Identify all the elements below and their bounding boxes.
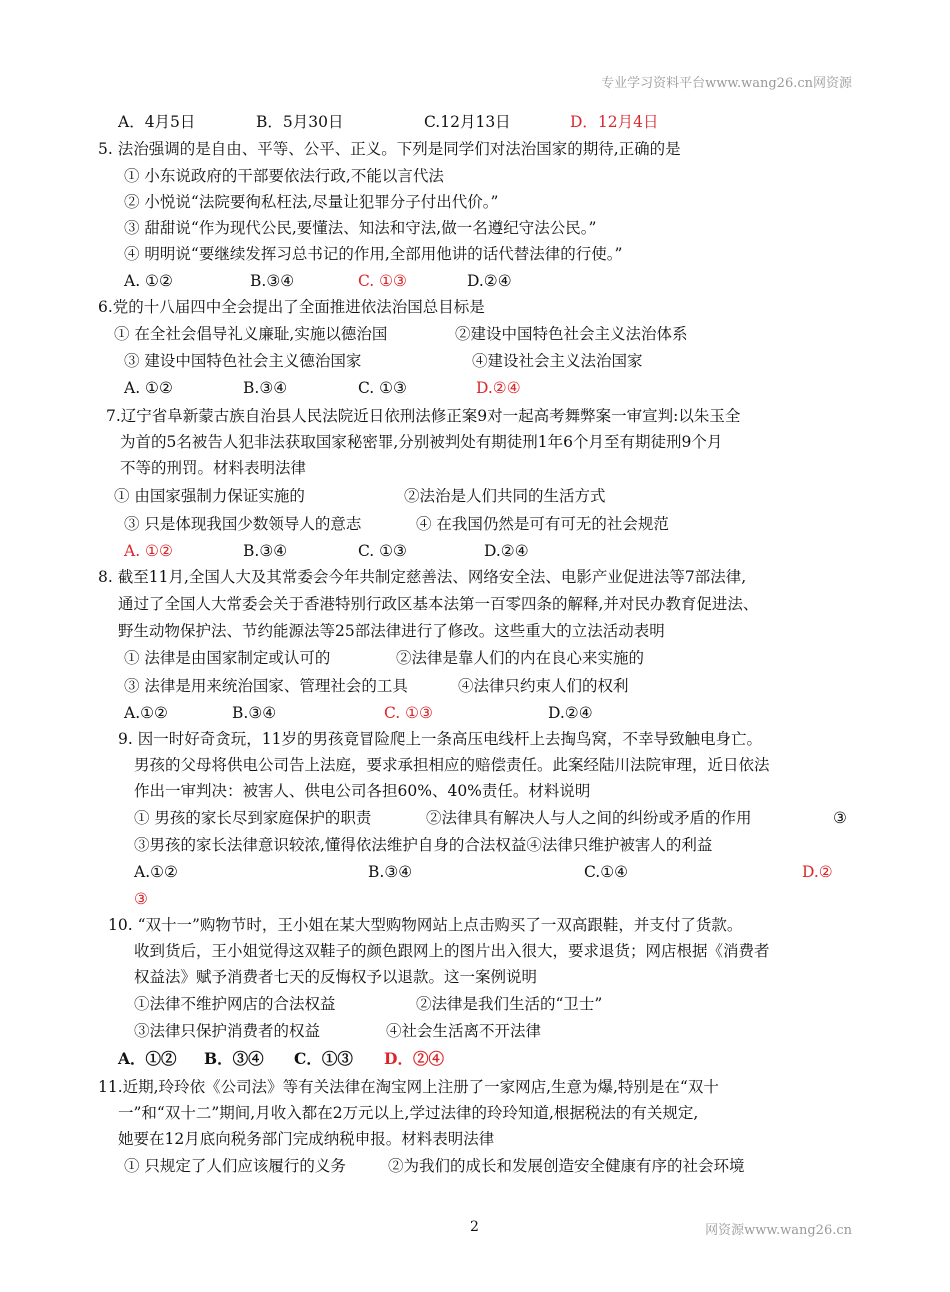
q4-option-d-answer: D．12月4日 bbox=[570, 113, 659, 131]
page-footer: 网资源www.wang26.cn bbox=[705, 1223, 852, 1238]
q9-option-d-answer-cont: ③ bbox=[134, 890, 148, 908]
q7-option-b: B.③④ bbox=[243, 542, 288, 560]
q5-option-a: A. ①② bbox=[124, 272, 173, 290]
page-header: 专业学习资料平台www.wang26.cn网资源 bbox=[601, 76, 852, 91]
q9-stem-line-1: 9. 因一时好奇贪玩，11岁的男孩竟冒险爬上一条高压电线杆上去掏鸟窝，不幸导致触电身亡。 bbox=[118, 730, 762, 748]
q9-item-3-marker: ③ bbox=[833, 809, 847, 827]
q9-option-c: C.①④ bbox=[584, 863, 629, 881]
q8-stem-line-3: 野生动物保护法、节约能源法等25部法律进行了修改。这些重大的立法活动表明 bbox=[118, 622, 665, 640]
q11-item-1: ① 只规定了人们应该履行的义务 bbox=[124, 1157, 346, 1175]
q7-option-a-answer: A. ①② bbox=[124, 542, 173, 560]
q10-item-2: ②法律是我们生活的“卫士” bbox=[416, 995, 603, 1013]
q10-stem-line-3: 权益法》赋予消费者七天的反悔权予以退款。这一案例说明 bbox=[134, 968, 538, 986]
q8-item-1: ① 法律是由国家制定或认可的 bbox=[124, 649, 331, 667]
q10-item-4: ④社会生活离不开法律 bbox=[386, 1022, 542, 1040]
q10-option-a: A．①② bbox=[118, 1049, 177, 1068]
page-number: 2 bbox=[470, 1219, 479, 1235]
q6-item-4: ④建设社会主义法治国家 bbox=[472, 352, 643, 370]
q6-option-c: C. ①③ bbox=[358, 379, 407, 397]
q6-item-3: ③ 建设中国特色社会主义德治国家 bbox=[124, 352, 362, 370]
q5-item-3: ③ 甜甜说“作为现代公民,要懂法、知法和守法,做一名遵纪守法公民。” bbox=[124, 219, 597, 237]
q10-option-d-answer: D．②④ bbox=[384, 1049, 444, 1068]
q8-stem-line-1: 8. 截至11月,全国人大及其常委会今年共制定慈善法、网络安全法、电影产业促进法等7部法律, bbox=[98, 568, 747, 586]
q11-stem-line-3: 她要在12月底向税务部门完成纳税申报。材料表明法律 bbox=[118, 1130, 495, 1148]
q8-item-3: ③ 法律是用来统治国家、管理社会的工具 bbox=[124, 677, 408, 695]
q5-option-c-answer: C. ①③ bbox=[358, 272, 407, 290]
q9-item-3-4: ③男孩的家长法律意识较浓,懂得依法维护自身的合法权益④法律只维护被害人的利益 bbox=[134, 836, 713, 854]
q9-item-2: ②法律具有解决人与人之间的纠纷或矛盾的作用 bbox=[426, 809, 752, 827]
q6-item-1: ① 在全社会倡导礼义廉耻,实施以德治国 bbox=[114, 325, 388, 343]
q7-stem-line-3: 不等的刑罚。材料表明法律 bbox=[120, 459, 307, 477]
q9-option-a: A.①② bbox=[134, 863, 178, 881]
q8-item-4: ④法律只约束人们的权利 bbox=[458, 677, 629, 695]
q6-option-a: A. ①② bbox=[124, 379, 173, 397]
q6-option-b: B.③④ bbox=[243, 379, 288, 397]
q8-option-c-answer: C. ①③ bbox=[384, 704, 433, 722]
q11-stem-line-2: 一”和“双十二”期间,月收入都在2万元以上,学过法律的玲玲知道,根据税法的有关规定, bbox=[118, 1104, 699, 1122]
q6-option-d-answer: D.②④ bbox=[476, 379, 521, 397]
q7-stem-line-2: 为首的5名被告人犯非法获取国家秘密罪,分别被判处有期徒刑1年6个月至有期徒刑9个月 bbox=[120, 433, 723, 451]
q7-option-c: C. ①③ bbox=[358, 542, 407, 560]
q9-option-b: B.③④ bbox=[368, 863, 413, 881]
q7-item-4: ④ 在我国仍然是可有可无的社会规范 bbox=[416, 515, 669, 533]
q10-stem-line-2: 收到货后，王小姐觉得这双鞋子的颜色跟网上的图片出入很大，要求退货；网店根据《消费者 bbox=[134, 942, 770, 960]
q5-option-b: B.③④ bbox=[250, 272, 295, 290]
q7-item-1: ① 由国家强制力保证实施的 bbox=[114, 487, 305, 505]
q4-option-c: C.12月13日 bbox=[424, 113, 511, 131]
q10-item-3: ③法律只保护消费者的权益 bbox=[134, 1022, 321, 1040]
q7-item-3: ③ 只是体现我国少数领导人的意志 bbox=[124, 515, 362, 533]
q6-stem: 6.党的十八届四中全会提出了全面推进依法治国总目标是 bbox=[98, 298, 485, 316]
q5-option-d: D.②④ bbox=[467, 272, 512, 290]
q10-stem-line-1: 10. “双十一”购物节时，王小姐在某大型购物网站上点击购买了一双高跟鞋，并支付了货款。 bbox=[108, 916, 743, 934]
q9-item-1: ① 男孩的家长尽到家庭保护的职责 bbox=[134, 809, 372, 827]
q4-option-b: B．5月30日 bbox=[256, 113, 344, 131]
q11-stem-line-1: 11.近期,玲玲依《公司法》等有关法律在淘宝网上注册了一家网店,生意为爆,特别是在“双十 bbox=[98, 1078, 719, 1096]
q8-option-b: B.③④ bbox=[232, 704, 277, 722]
q10-item-1: ①法律不维护网店的合法权益 bbox=[134, 995, 336, 1013]
q9-stem-line-3: 作出一审判决：被害人、供电公司各担60%、40%责任。材料说明 bbox=[134, 782, 591, 800]
q10-option-c: C．①③ bbox=[294, 1049, 353, 1068]
q10-option-b: B．③④ bbox=[204, 1049, 264, 1068]
q7-item-2: ②法治是人们共同的生活方式 bbox=[404, 487, 606, 505]
q5-stem: 5. 法治强调的是自由、平等、公平、正义。下列是同学们对法治国家的期待,正确的是 bbox=[98, 140, 681, 158]
q9-option-d-answer: D.② bbox=[802, 863, 833, 881]
q11-item-2: ②为我们的成长和发展创造安全健康有序的社会环境 bbox=[388, 1157, 745, 1175]
q5-item-4: ④ 明明说“要继续发挥习总书记的作用,全部用他讲的话代替法律的行使。” bbox=[124, 245, 623, 263]
q8-item-2: ②法律是靠人们的内在良心来实施的 bbox=[396, 649, 645, 667]
q8-option-a: A.①② bbox=[124, 704, 168, 722]
q9-stem-line-2: 男孩的父母将供电公司告上法庭，要求承担相应的赔偿责任。此案经陆川法院审理，近日依法 bbox=[134, 756, 770, 774]
q7-stem-line-1: 7.辽宁省阜新蒙古族自治县人民法院近日依刑法修正案9对一起高考舞弊案一审宣判:以朱玉全 bbox=[106, 407, 741, 425]
q5-item-1: ① 小东说政府的干部要依法行政,不能以言代法 bbox=[124, 167, 444, 185]
q4-option-a: A．4月5日 bbox=[118, 113, 196, 131]
q8-stem-line-2: 通过了全国人大常委会关于香港特别行政区基本法第一百零四条的解释,并对民办教育促进法、 bbox=[118, 595, 759, 613]
q8-option-d: D.②④ bbox=[548, 704, 593, 722]
q7-option-d: D.②④ bbox=[484, 542, 529, 560]
q5-item-2: ② 小悦说“法院要徇私枉法,尽量让犯罪分子付出代价。” bbox=[124, 193, 499, 211]
q6-item-2: ②建设中国特色社会主义法治体系 bbox=[455, 325, 688, 343]
